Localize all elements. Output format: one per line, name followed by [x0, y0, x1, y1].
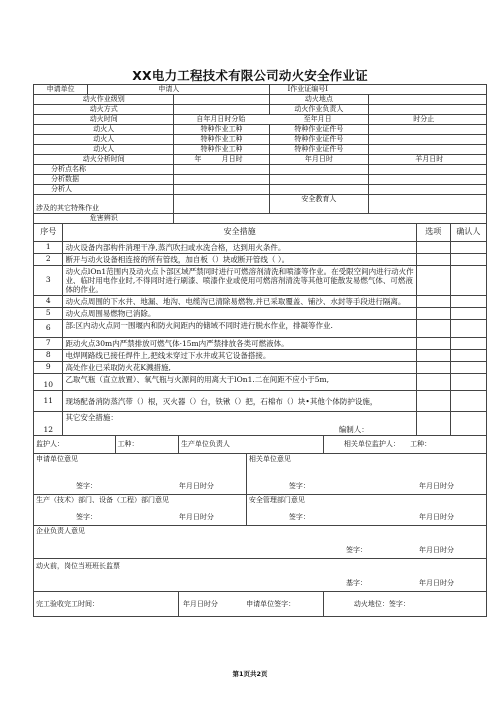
measure-text: 其它安全措施：: [65, 413, 118, 422]
label-trade-2: 工种：: [410, 440, 432, 449]
sign-label: 签字：: [346, 546, 367, 554]
measure-row: [34, 338, 487, 350]
page-number: 第1页共2页: [232, 670, 268, 678]
work-permit-form: [33, 84, 487, 617]
measure-row: [34, 266, 487, 296]
label-completion-time: 完工验收完工时间：: [34, 592, 179, 617]
permit-header-table: [33, 84, 487, 224]
col-header-confirm: 确认人: [450, 224, 486, 242]
label-analysis-point: 分析点名称: [34, 165, 174, 175]
label-safety-dept-opinion: 安全管理部门意见: [248, 496, 305, 504]
sign-label: 签字：: [288, 482, 310, 490]
label-special-type-3: 特种作业工种: [174, 145, 269, 155]
sign-label: 签字：: [76, 513, 97, 521]
measure-text: 现场配备消防蒸汽带（）根，灭火器（）台，铁锹（）把，石棉布（）块•其他个体防护设施，: [63, 391, 416, 412]
label-safety-educator: 安全教育人: [269, 195, 369, 214]
measure-text: 动火点周围易燃物已消除。: [63, 308, 416, 320]
label-other-special-work: 涉及的其它特殊作业: [34, 195, 174, 214]
analysis-time-3: 羊月日时: [369, 155, 487, 165]
measure-no: 10: [34, 374, 63, 391]
label-special-no-2: 特种作业证件号: [269, 135, 369, 145]
sign-datetime: 年月日时分: [419, 579, 454, 587]
measure-text: 电焊网路线已接任焊件上,把线未穿过下水井或其它设备搭接。: [63, 350, 416, 362]
measure-no: 7: [34, 338, 63, 350]
measure-text: 断开与动火设备相连接的所有管线，加自板（）块或断开管线（ ）。: [63, 254, 416, 266]
measure-no: 8: [34, 350, 63, 362]
compiler-label: 编制人：: [338, 425, 369, 434]
sign-datetime: 年月日时分: [178, 482, 214, 490]
measure-no: 3: [34, 266, 63, 296]
label-analyst: 分析人: [34, 185, 174, 195]
measure-text: 部:区内动火点同一围堰内和防火间距内的储域不同时进行脱水作业，排凝等作业.: [63, 320, 416, 338]
col-header-option: 选项: [416, 224, 450, 242]
label-time-end-suffix: 时分止: [369, 115, 487, 125]
analysis-year-1: 年: [194, 155, 202, 164]
label-worker-3: 动火人: [34, 145, 174, 155]
measure-row: [34, 242, 487, 254]
col-header-measure: 安全措施: [63, 224, 416, 242]
label-prod-dept-opinion: 生产（技术）部门、设备（工程）部门意见: [36, 496, 169, 504]
sign-datetime: 年月日时分: [419, 482, 454, 490]
measure-no: 6: [34, 320, 63, 338]
label-applicant: 申请人: [88, 85, 269, 95]
label-time-start: 自年月日时分始: [196, 115, 246, 124]
label-worker-1: 动火人: [34, 125, 174, 135]
approvals-table: [33, 435, 487, 617]
sign-label: 签字：: [288, 513, 310, 521]
measure-no: 9: [34, 362, 63, 374]
sign-datetime: 年月日时分: [419, 546, 454, 554]
measure-row: [34, 296, 487, 308]
measure-row: [34, 391, 487, 412]
label-supervisor: 监护人：: [34, 436, 116, 454]
label-fire-site-sign: 动火地位：签字：: [323, 592, 486, 617]
label-time-end: 至年月日: [303, 115, 332, 124]
label-pre-fire-check: 动火前，岗位当班班长监票: [36, 562, 120, 570]
label-trade: 工种：: [115, 436, 178, 454]
measure-text: 距动火点30m内严禁排放可燃气体·15m内严禁排放各类可燃液体。: [63, 338, 416, 350]
measure-text: 动火点lOn1范围内及动火点卜部区域严禁同时进行可燃溶剂清洗和喷漆等作业。在受限空间内进行动火作业、临时用电作业时,不得同时进行刷漆、喷漆作业或使用可燃溶剂清洗等其他可能散发易燃气体、可燃液体的作业。: [63, 266, 416, 296]
label-analysis-data: 分析数据: [34, 175, 174, 185]
completion-datetime: 年月日时分: [182, 599, 218, 608]
measure-no: 2: [34, 254, 63, 266]
measure-row: [34, 374, 487, 391]
label-analysis-time: 动火分析时间: [34, 155, 174, 165]
analysis-time-2: 年月日时: [269, 155, 369, 165]
measure-no: 5: [34, 308, 63, 320]
label-special-no-1: 特种作业证件号: [269, 125, 369, 135]
label-special-no-3: 特种作业证件号: [269, 145, 369, 155]
measure-no: 1: [34, 242, 63, 254]
measure-no: 12: [34, 412, 63, 436]
measure-text: 动火点周围的下水井、地漏、地沟、电缆沟已清除易燃物,并已采取覆盖、铺沙、水封等手段进行隔离。: [63, 296, 416, 308]
label-applicant-opinion: 申请单位意见: [36, 455, 78, 463]
measure-row: [34, 308, 487, 320]
measure-row: [34, 412, 487, 436]
safety-measures-table: [33, 223, 487, 436]
measure-text: 动火设备内部构件消理干净,蒸汽吹扫或水洗合格，达到用火条件。: [63, 242, 416, 254]
label-permit-number: I作业证编号I: [269, 85, 486, 95]
label-applicant-sign: 申请单位签字：: [246, 599, 296, 608]
form-title: XX电力工程技术有限公司动火安全作业证: [132, 68, 368, 83]
measure-text: 高处作业已采取防火花K溅措施,: [63, 362, 416, 374]
measure-text: 乙取气瓶（直立放置）、氧气瓶与火源间的用离大于lOn1.二在间距不应小于5m,: [63, 374, 416, 391]
label-related-supervisor: 相关单位监护人：: [343, 440, 400, 449]
measure-row: [34, 362, 487, 374]
sign-label: 基字：: [346, 579, 367, 587]
label-fire-responsible: 动火作业负责人: [269, 105, 369, 115]
label-fire-level: 动火作业级别: [34, 95, 174, 105]
sign-datetime: 年月日时分: [178, 513, 214, 521]
label-hazard-identification: 危害辨识: [34, 214, 174, 224]
label-fire-location: 动火地点: [269, 95, 369, 105]
label-special-type-1: 特种作业工种: [174, 125, 269, 135]
label-fire-method: 动火方式: [34, 105, 174, 115]
measure-row: [34, 254, 487, 266]
measure-no: 11: [34, 391, 63, 412]
measure-row: [34, 320, 487, 338]
measure-no: 4: [34, 296, 63, 308]
label-production-lead: 生产单位负责人: [178, 436, 323, 454]
analysis-month-1: 月日时: [221, 155, 243, 164]
label-special-type-2: 特种作业工种: [174, 135, 269, 145]
label-fire-time: 动火时间: [34, 115, 174, 125]
col-header-no: 序号: [34, 224, 63, 242]
sign-label: 签字：: [76, 482, 97, 490]
label-worker-2: 动火人: [34, 135, 174, 145]
measure-row: [34, 350, 487, 362]
label-applicant-unit: 申请单位: [34, 85, 88, 95]
label-leader-opinion: 企业负责人意见: [36, 527, 85, 535]
label-related-opinion: 相关单位意见: [248, 455, 291, 463]
sign-datetime: 年月日时分: [419, 513, 454, 521]
